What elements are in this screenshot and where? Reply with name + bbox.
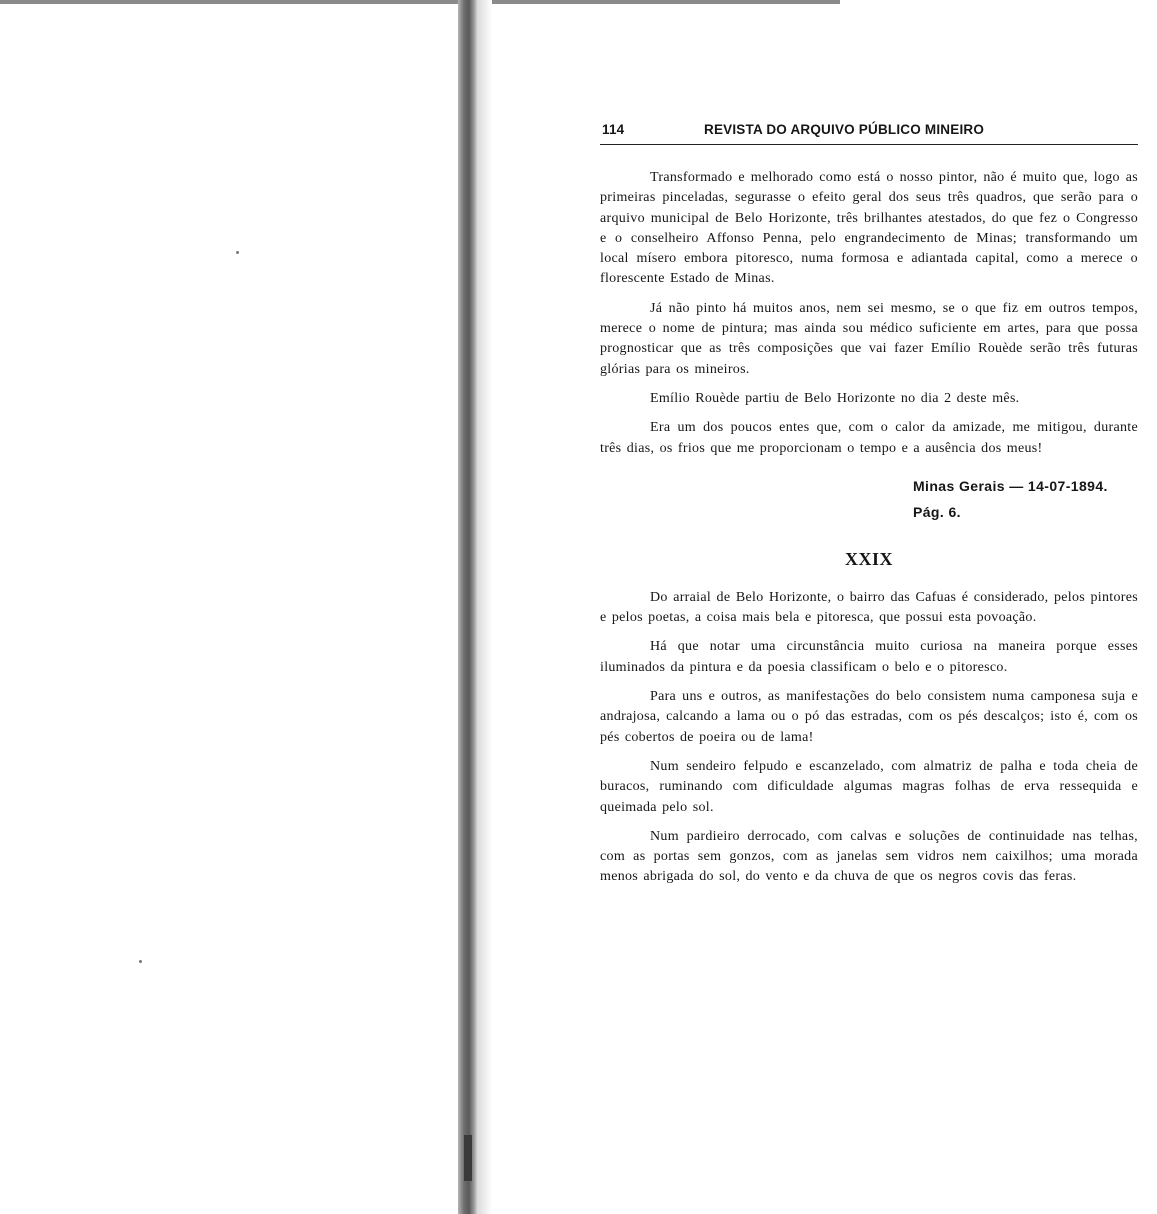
scan-speck [139,960,142,963]
page-number: 114 [602,122,625,137]
source-page: Pág. 6. [913,503,961,520]
paragraph: Num pardieiro derrocado, com calvas e soluções de continuidade nas telhas, com as portas sem gonzos, com as janelas sem vidros nem caixilhos; uma morada menos abrigada do sol, do vento e da chuva de que os negros covis das feras. [600,828,1138,885]
book-gutter [458,0,478,1214]
running-header [600,122,1138,145]
page-shadow [478,0,492,1214]
scan-speck [236,251,239,254]
section-heading: XXIX [844,548,893,569]
paragraph: Era um dos poucos entes que, com o calor da amizade, me mitigou, durante três dias, os frios que me proporcionam o tempo e a ausência dos meus! [600,420,1138,456]
source-citation: Minas Gerais — 14-07-1894. [913,477,1108,494]
page-body [600,168,1138,897]
paragraph: Num sendeiro felpudo e escanzelado, com almatriz de palha e toda cheia de buracos, ruminando com dificuldade algumas magras folhas de erva ressequida e queimada pelo sol. [600,758,1138,815]
paragraph: Do arraial de Belo Horizonte, o bairro das Cafuas é considerado, pelos pintores e pelos poetas, a coisa mais bela e pitoresca, que possui esta povoação. [600,589,1138,626]
paragraph: Há que notar uma circunstância muito curiosa na maneira porque esses iluminados da pintura e da poesia classificam o belo e o pitoresco. [600,639,1138,675]
paragraph: Já não pinto há muitos anos, nem sei mesmo, se o que fiz em outros tempos, merece o nome de pintura; mas ainda sou médico suficiente em artes, para que possa prognosticar que as três composições que vai fazer Emílio Rouède serão três futuras glórias para os mineiros. [600,300,1138,377]
paragraph: Transformado e melhorado como está o nosso pintor, não é muito que, logo as primeiras pinceladas, segurasse o efeito geral dos seus três quadros, que serão para o arquivo municipal de Belo Horizonte, três brilhantes atestados, do que fez o Congresso e o conselheiro Affonso Penna, pelo engrandecimento de Minas; transformando um local mísero embora pitoresco, numa formosa e adiantada capital, como a merece o florescente Estado de Minas. [600,170,1138,287]
scan-top-edge [0,0,840,4]
running-title: REVISTA DO ARQUIVO PÚBLICO MINEIRO [704,122,985,137]
paragraph: Emílio Rouède partiu de Belo Horizonte no dia 2 deste mês. [650,390,1020,406]
paragraph: Para uns e outros, as manifestações do belo consistem numa camponesa suja e andrajosa, calcando a lama ou o pó das estradas, com os pés descalços; isto é, com os pés cobertos de poeira ou de lama! [600,689,1138,745]
binding-mark [464,1135,472,1181]
